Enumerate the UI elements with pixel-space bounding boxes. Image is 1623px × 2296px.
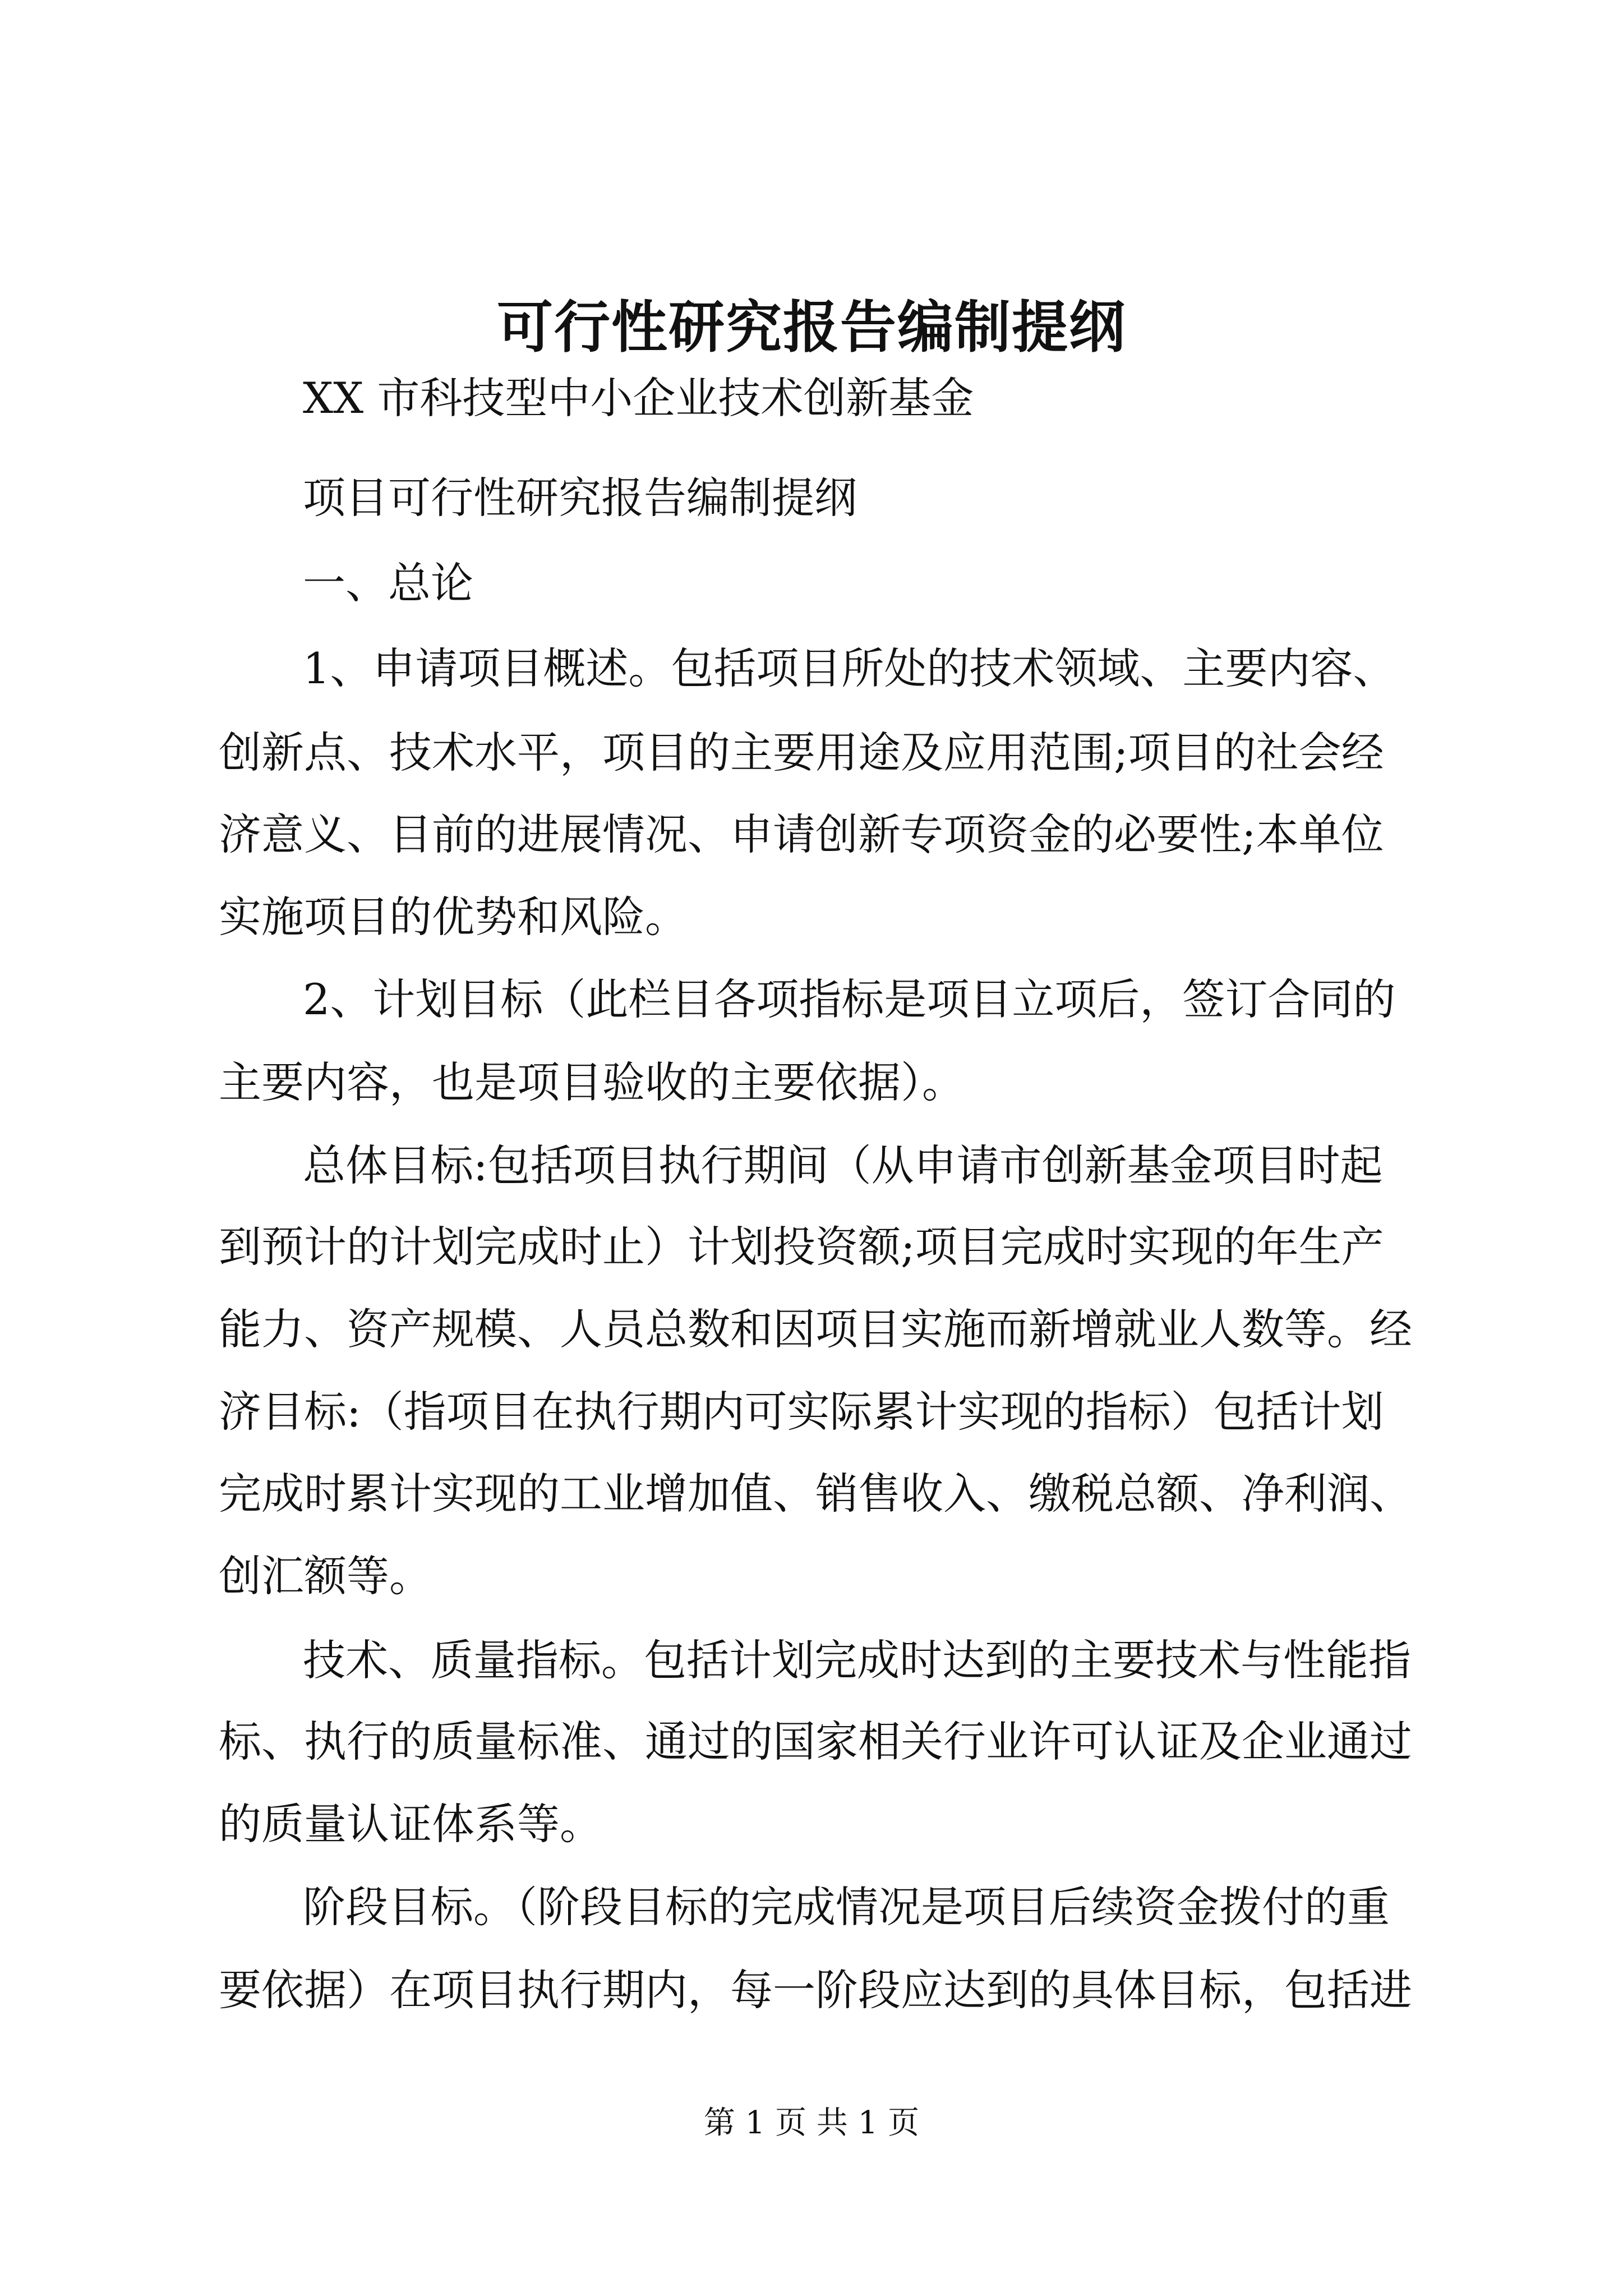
paragraph-line: 到预计的计划完成时止）计划投资额;项目完成时实现的年生产 <box>219 1222 1384 1272</box>
paragraph-line: 要依据）在项目执行期内，每一阶段应达到的具体目标，包括进 <box>219 1965 1412 2015</box>
paragraph-line: 完成时累计实现的工业增加值、销售收入、缴税总额、净利润、 <box>219 1469 1412 1519</box>
page-number: 第 1 页 共 1 页 <box>703 2105 920 2141</box>
paragraph-line: 技术、质量指标。包括计划完成时达到的主要技术与性能指 <box>303 1635 1411 1685</box>
paragraph-line: 能力、资产规模、人员总数和因项目实施而新增就业人数等。经 <box>219 1304 1412 1354</box>
paragraph-line: 实施项目的优势和风险。 <box>219 892 688 942</box>
paragraph-line: 济目标:（指项目在执行期内可实际累计实现的指标）包括计划 <box>219 1387 1384 1437</box>
paragraph-line: 创新点、技术水平，项目的主要用途及应用范围;项目的社会经 <box>219 728 1384 777</box>
paragraph-line: 总体目标:包括项目执行期间（从申请市创新基金项目时起 <box>303 1140 1383 1190</box>
paragraph-line: 阶段目标。（阶段目标的完成情况是项目后续资金拨付的重 <box>303 1882 1390 1932</box>
paragraph-line: 主要内容，也是项目验收的主要依据）。 <box>219 1057 965 1107</box>
paragraph-line: 创汇额等。 <box>219 1551 432 1601</box>
paragraph-line: 1、申请项目概述。包括项目所处的技术领域、主要内容、 <box>303 643 1396 693</box>
subtitle-line: 项目可行性研究报告编制提纲 <box>303 473 857 523</box>
paragraph-line: 的质量认证体系等。 <box>219 1799 602 1849</box>
section-heading: 一、总论 <box>303 558 473 608</box>
paragraph-line: 济意义、目前的进展情况、申请创新专项资金的必要性;本单位 <box>219 809 1384 859</box>
document-title: 可行性研究报告编制提纲 <box>497 294 1126 360</box>
paragraph-line: 标、执行的质量标准、通过的国家相关行业许可认证及企业通过 <box>219 1717 1412 1766</box>
paragraph-line: 2、计划目标（此栏目各项指标是项目立项后，签订合同的 <box>303 974 1396 1024</box>
subtitle-line: XX 市科技型中小企业技术创新基金 <box>303 373 974 423</box>
